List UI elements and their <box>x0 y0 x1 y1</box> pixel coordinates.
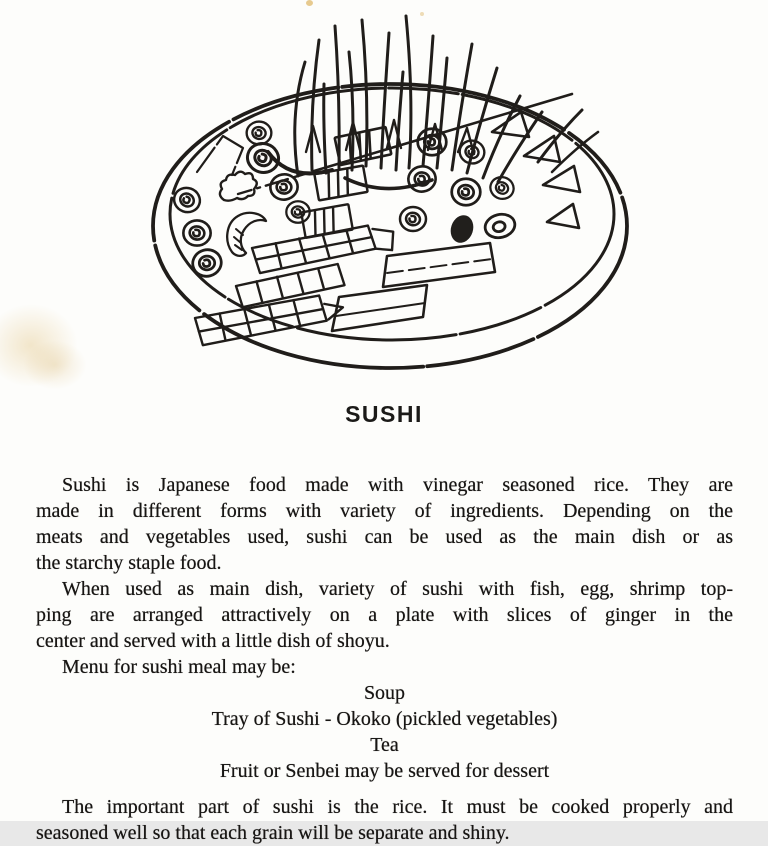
egg-roll-piece <box>483 211 518 241</box>
text-line: Sushi is Japanese food made with vinegar seasoned rice. They are <box>62 474 733 496</box>
text-line: seasoned well so that each grain will be separate and shiny. <box>36 822 510 844</box>
text-line: ping are arranged attractively on a plate with slices of ginger in the <box>36 604 733 626</box>
text-line: meats and vegetables used, sushi can be used as the main dish or as <box>36 526 733 548</box>
paper-stain <box>0 288 96 403</box>
text-line: Tea <box>370 734 399 756</box>
text-line: center and served with a little dish of shoyu. <box>36 630 390 652</box>
sushi-platter-drawing <box>140 0 640 385</box>
text-line: Tray of Sushi - Okoko (pickled vegetables) <box>211 708 558 730</box>
shrimp-piece <box>227 213 266 256</box>
paper-stain <box>10 330 100 400</box>
dark-roll-piece <box>447 212 477 245</box>
nigiri-pieces <box>301 127 391 238</box>
text-line: When used as main dish, variety of sushi with fish, egg, shrimp top- <box>62 578 733 600</box>
text-line: The important part of sushi is the rice. It must be cooked properly and <box>62 796 733 818</box>
body-text <box>36 472 733 846</box>
page-title: SUSHI <box>345 401 423 427</box>
text-line: Menu for sushi meal may be: <box>62 656 296 678</box>
text-line: Soup <box>363 682 406 704</box>
text-line: the starchy staple food. <box>36 552 222 574</box>
text-line: made in different forms with variety of ingredients. Depending on the <box>36 500 733 522</box>
plate-rim <box>153 84 627 368</box>
plain-plates <box>332 243 495 331</box>
wasabi-cloud <box>220 172 257 201</box>
text-line: Fruit or Senbei may be served for dessert <box>219 760 550 782</box>
brick-roll-strips <box>194 222 396 346</box>
sushi-platter-illustration <box>140 0 640 385</box>
